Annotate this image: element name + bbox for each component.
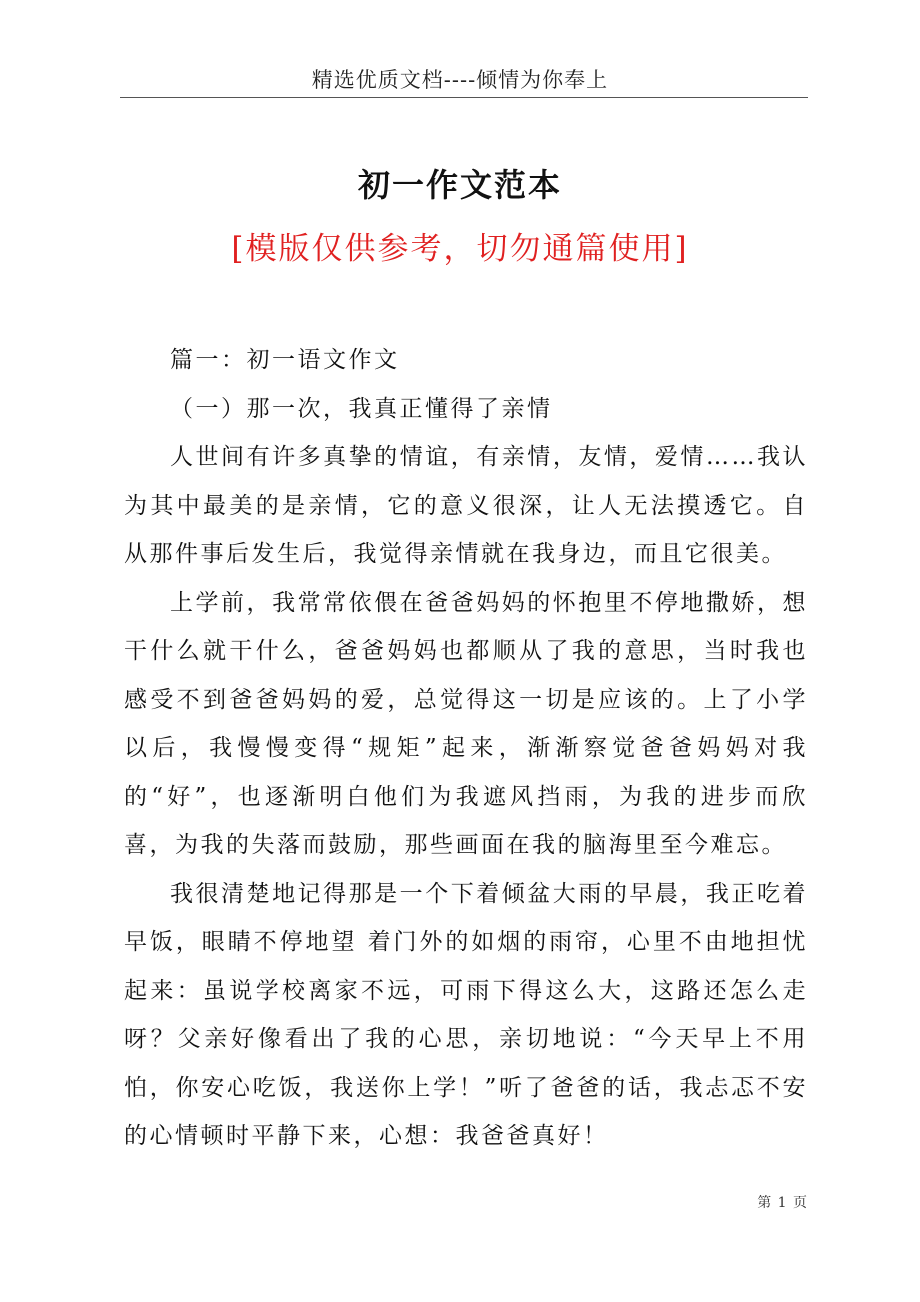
document-subtitle: [模版仅供参考，切勿通篇使用]	[231, 231, 689, 267]
paragraph: 人世间有许多真挚的情谊，有亲情，友情，爱情……我认为其中最美的是亲情，它的意义很深，让人无法摸透它。自从那件事后发生后，我觉得亲情就在我身边，而且它很美。	[124, 444, 808, 567]
header-divider	[120, 97, 808, 98]
paragraph: 我很清楚地记得那是一个下着倾盆大雨的早晨，我正吃着早饭，眼睛不停地望 着门外的如烟的雨帘，心里不由地担忧起来：虽说学校离家不远，可雨下得这么大，这路还怎么走呀？父亲好像看出了我的心思，亲切地说：“今天早上不用怕，你安心吃饭，我送你上学！”听了爸爸的话，我忐忑不安的心情顿时平静下来，心想：我爸爸真好！	[124, 880, 808, 1149]
essay-title: （一）那一次，我真正懂得了亲情	[170, 395, 553, 422]
document-body	[124, 336, 808, 1161]
document-title: 初一作文范本	[357, 166, 562, 204]
page-number: 第 1 页	[757, 1195, 808, 1211]
paragraph: 上学前，我常常依偎在爸爸妈妈的怀抱里不停地撒娇，想干什么就干什么，爸爸妈妈也都顺从了我的意思，当时我也感受不到爸爸妈妈的爱，总觉得这一切是应该的。上了小学以后，我慢慢变得“规矩”起来，渐渐察觉爸爸妈妈对我的“好”，也逐渐明白他们为我遮风挡雨，为我的进步而欣喜，为我的失落而鼓励，那些画面在我的脑海里至今难忘。	[124, 589, 808, 858]
section-heading: 篇一：初一语文作文	[170, 347, 400, 373]
page-header: 精选优质文档----倾情为你奉上	[311, 68, 609, 92]
